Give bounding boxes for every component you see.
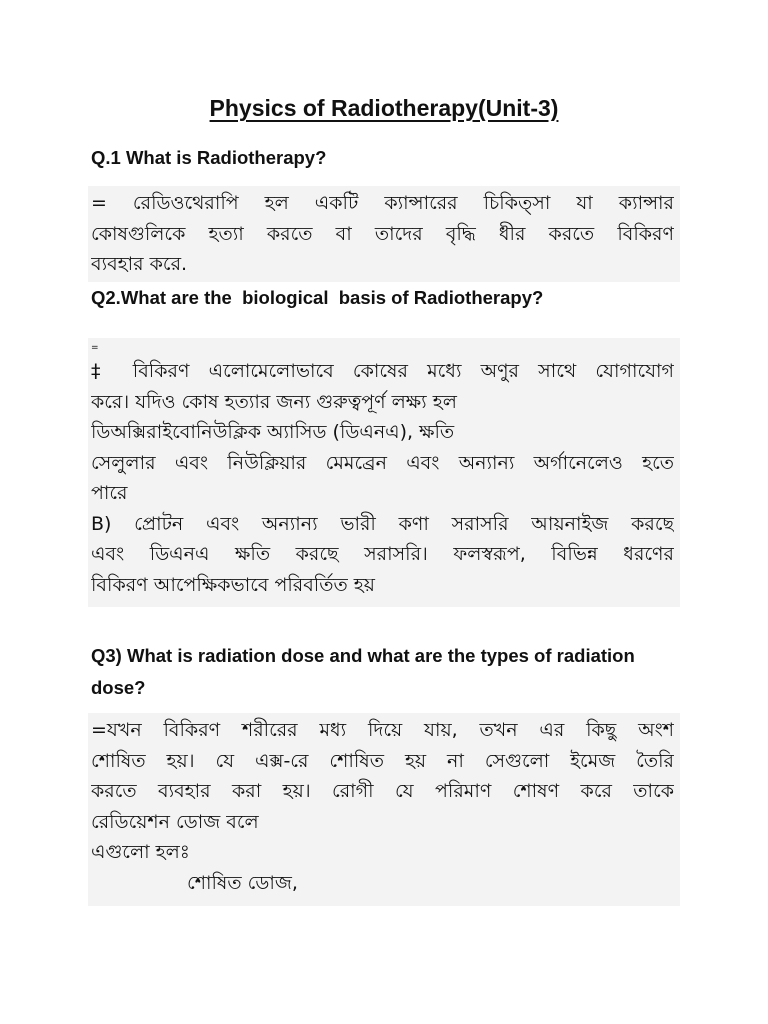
answer-3-line: রেডিয়েশন ডোজ বলে [91,810,259,833]
answer-1-line: কোষগুলিকে হত্যা করতে বা তাদের বৃদ্ধি ধীর করতে বিকিরণ [91,222,674,245]
question-2: Q2.What are the biological basis of Radiotherapy? [91,287,544,308]
answer-2-line: B) প্রোটন এবং অন্যান্য ভারী কণা সরাসরি আয়নাইজ করছে [91,512,674,535]
page-title: Physics of Radiotherapy(Unit-3) [209,95,559,121]
answer-3-line: শোষিত ডোজ, [187,871,298,894]
answer-3-line: শোষিত হয়। যে এক্স-রে শোষিত হয় না সেগুলো ইমেজ তৈরি [91,749,674,772]
question-1: Q.1 What is Radiotherapy? [91,147,327,168]
answer-3-line: এগুলো হলঃ [91,841,190,863]
answer-2-line: ‡ বিকিরণ এলোমেলোভাবে কোষের মধ্যে অণুর সাথে যোগাযোগ [91,360,674,382]
answer-2-line: সেলুলার এবং নিউক্লিয়ার মেমব্রেন এবং অন্যান্য অর্গানেলেও হতে [91,451,674,474]
answer-2-line: ডিঅক্সিরাইবোনিউক্লিক অ্যাসিড (ডিএনএ), ক্ষতি [91,421,455,443]
answer-3-line: =যখন বিকিরণ শরীরের মধ্য দিয়ে যায়, তখন এর কিছু অংশ [91,719,674,741]
answer-1-line: = রেডিওথেরাপি হল একটি ক্যান্সারের চিকিত্সা যা ক্যান্সার [91,192,674,214]
question-3: Q3) What is radiation dose and what are the types of radiation dose? [91,645,635,698]
answer-2-line: পারে [91,482,128,504]
answer-2-marker: = [91,343,99,353]
answer-1-block [88,186,680,282]
answer-2-line: করে। যদিও কোষ হত্যার জন্য গুরুত্বপূর্ণ লক্ষ্য হল [91,390,457,413]
answer-3-block [88,713,680,906]
answer-2-line: বিকিরণ আপেক্ষিকভাবে পরিবর্তিত হয় [91,573,375,596]
answer-2-block [88,338,680,607]
answer-1-line: ব্যবহার করে. [91,253,188,275]
answer-3-line: করতে ব্যবহার করা হয়। রোগী যে পরিমাণ শোষণ করে তাকে [91,780,674,802]
answer-2-line: এবং ডিএনএ ক্ষতি করছে সরাসরি। ফলস্বরূপ, বিভিন্ন ধরণের [91,543,674,565]
